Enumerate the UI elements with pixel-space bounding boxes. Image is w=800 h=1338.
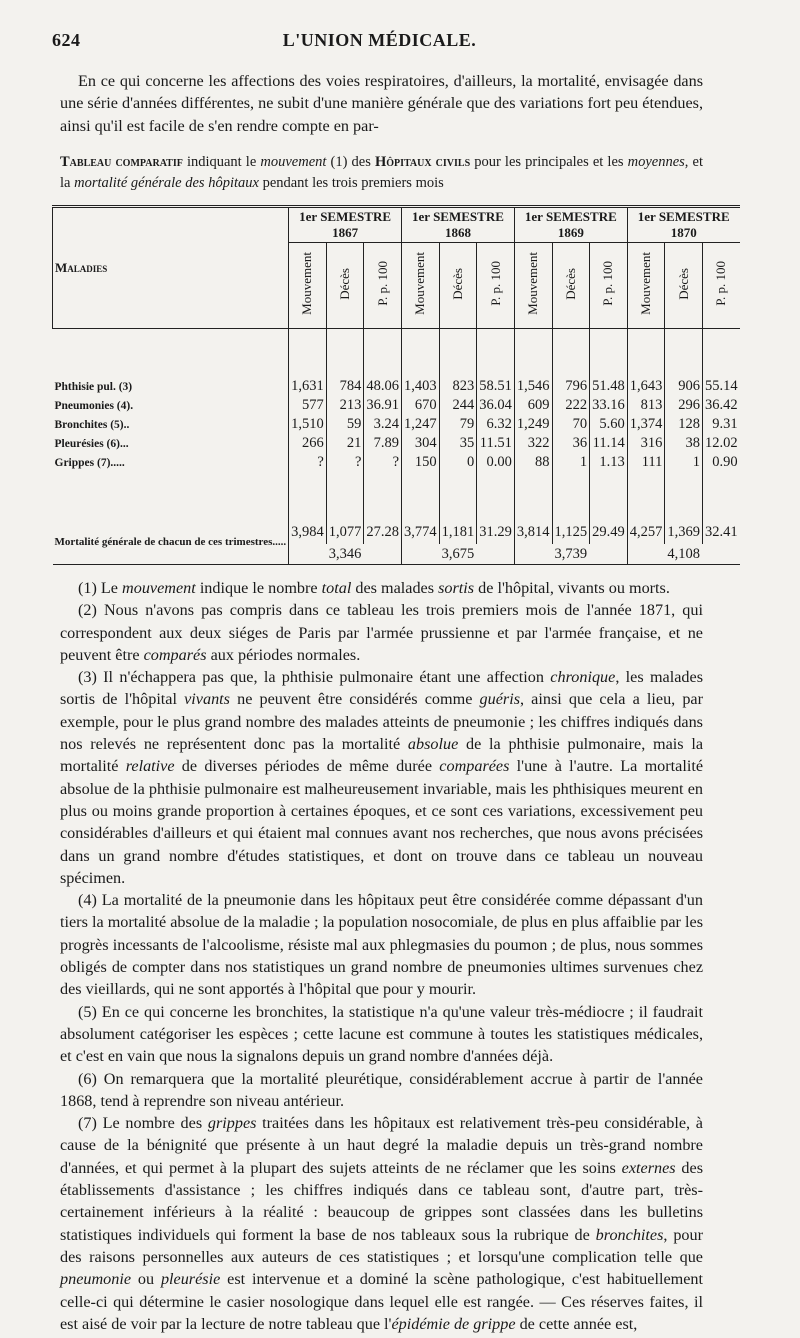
subcolumn-label: Mouvement [299,252,315,315]
table-cell: 36.91 [364,396,402,415]
footnote-text: , pour des raisons personnelles aux auteurs de ces statistiques ; et lorsqu'une complication telle que [60,1225,703,1266]
table-cell: 1,546 [514,377,552,396]
intro-text: En ce qui concerne les affections des voies respiratoires, d'ailleurs, la mortalité, envisagée dans une série d'années différentes, ne subit d'une manière générale que des variations fort peu étendues, ainsi qu'il est facile de s'en rendre compte en par- [60,72,703,135]
caption-lead: Tableau comparatif [60,154,183,170]
footnote-text: pleurésie [160,1270,221,1289]
subcolumn-header [665,243,703,329]
semester-header: 1er SEMESTRE 1869 [514,207,627,243]
total-cell: 3,984 [289,520,327,544]
table-cell: 36 [552,434,590,453]
table-cell: 36.42 [703,396,740,415]
journal-title: L'UNION MÉDICALE. [282,30,477,50]
subcolumn-label: P. p. 100 [487,261,503,306]
total-cell: 29.49 [590,520,628,544]
subcolumn-header [514,243,552,329]
table-cell: 1,510 [289,415,327,434]
table-cell: 244 [439,396,477,415]
footnote-text: (2) Nous n'avons pas compris dans ce tableau les trois premiers mois de l'année 1871, qui correspondent aux deux siéges de Paris par l'armée prussienne et par l'armée française, et ne peuvent être [60,601,703,664]
table-cell: 38 [665,434,703,453]
row-label: Bronchites (5).. [54,418,130,431]
table-cell: 609 [514,396,552,415]
footnote-text: comparées [439,757,510,776]
trimester-total: 3,675 [402,544,515,565]
footnote-text: est intervenue et a dominé la scène pathologique, c'est habituellement celle-ci qui détermine le casier nosologique dans lequel elle est rangée. — Ces réserves faites, il est aisé de voir par la lecture de notre tableau que l' [60,1270,703,1333]
table-cell: 296 [665,396,703,415]
table-cell: 906 [665,377,703,396]
subcolumn-header [364,243,402,329]
subcolumn-label: P. p. 100 [713,261,729,306]
table-row [53,415,740,434]
total-row [53,520,740,544]
subcolumn-header [590,243,628,329]
table-cell: ? [326,453,364,472]
subcolumn-header [477,243,515,329]
table-cell: 58.51 [477,377,515,396]
footnote-text: de la phthisie pulmonaire, mais la mortalité [60,735,704,776]
total-cell: 32.41 [703,520,740,544]
page-number: 624 [52,30,81,50]
subcolumn-header [402,243,440,329]
footnote-text: l'une à l'autre. La mortalité absolue de la phthisie pulmonaire est malheureusement invariable, mais les phthisiques meurent en plus ou moins grande proportion à certaines époques, et ce sont ces variations, excessivement peu considérables d'ailleurs et qui étaient mal connues avant nos recherches, que nous avons précisées dans un grand nombre d'études statistiques, et dont on trouve dans ce tableau un nouveau spécimen. [60,757,703,887]
table-cell: 322 [514,434,552,453]
semester-header-row [53,207,740,243]
footnote-text: (7) Le nombre des [78,1114,208,1133]
footnote [60,577,703,599]
table-cell: ? [289,453,327,472]
row-label: Phthisie pul. (3) [54,380,133,393]
table-cell: 0.90 [703,453,740,472]
row-label: Grippes (7)..... [54,456,125,469]
footnote [60,599,703,666]
table-cell: ? [364,453,402,472]
footnote-text: , ainsi que cela a lieu, par exemple, pour le plus grand nombre des malades atteints de pneumonie ; les chiffres indiqués dans nos relevés ne représentent donc pas la mortalité [60,690,704,754]
footnote [60,889,703,1000]
table-row [53,453,740,472]
semester-header: 1er SEMESTRE 1870 [627,207,739,243]
table-cell: 55.14 [703,377,740,396]
footnote-text: de cette année est, [515,1314,638,1333]
footnote-text: ou [131,1270,161,1289]
footnote-text: traitées dans les hôpitaux est relativement très-peu considérable, à cause de la bénignité que présente à un haut degré la maladie depuis un très-grand nombre d'années, et qui permet à la plupart des sujets atteints de ne réclamer que les soins [60,1114,703,1177]
total-label: Mortalité générale de chacun de ces trimestres..... [53,520,289,565]
caption-part: moyennes [627,154,685,170]
total-cell: 27.28 [364,520,402,544]
table-cell: 1,643 [627,377,665,396]
footnote-text: chronique [550,668,616,687]
table-cell: 0.00 [477,453,515,472]
subcolumn-label: P. p. 100 [374,261,390,306]
table-cell: 1.13 [590,453,628,472]
footnote-text: des malades [351,579,439,597]
table-cell: 222 [552,396,590,415]
table-cell: 111 [627,453,665,472]
table-cell: 21 [326,434,364,453]
subcolumn-header [703,243,740,329]
caption-part: indiquant le [182,154,261,170]
trimester-total: 3,739 [514,544,627,565]
subcolumn-label: Décès [562,267,578,300]
footnote-text: , les malades sortis de l'hôpital [60,668,703,709]
comparative-table [52,205,740,565]
table-cell: 316 [627,434,665,453]
subcolumn-label: Décès [449,267,465,300]
footnote-text: absolue [407,735,459,754]
row-label: Pneumonies (4). [54,399,134,412]
table-row [53,377,740,396]
footnote [60,666,703,889]
footnote [60,1112,703,1335]
table-cell: 1,403 [402,377,440,396]
table-cell: 128 [665,415,703,434]
table-cell: 150 [402,453,440,472]
table-cell: 1,249 [514,415,552,434]
footnote-text: de l'hôpital, vivants ou morts. [474,579,670,597]
total-cell: 1,125 [552,520,590,544]
spacer-row [53,329,740,378]
footnote-text: grippes [207,1114,257,1133]
caption-part: Hôpitaux civils [374,154,471,170]
table-cell: 266 [289,434,327,453]
subcolumn-header [439,243,477,329]
subcolumn-label: Mouvement [638,252,654,315]
table-cell: 670 [402,396,440,415]
table-cell: 577 [289,396,327,415]
running-head [52,30,707,57]
footnote-text: externes [621,1158,676,1177]
table-cell: 0 [439,453,477,472]
subcolumn-label: Décès [675,267,691,300]
total-cell: 3,814 [514,520,552,544]
table-cell: 1 [665,453,703,472]
maladies-header: Maladies [53,207,289,329]
caption-part: , et la [60,154,703,191]
subcolumn-header [326,243,364,329]
table-cell: 33.16 [590,396,628,415]
semester-header: 1er SEMESTRE 1868 [402,207,515,243]
footnote-text: bronchites [595,1225,664,1244]
footnote-text: aux périodes normales. [206,645,361,664]
footnote-text: épidémie de grippe [391,1314,516,1333]
table-cell: 70 [552,415,590,434]
footnote-text: (4) La mortalité de la pneumonie dans les hôpitaux peut être considérée comme dépassant d'un tiers la mortalité absolue de la maladie ; la population nosocomiale, de plus en plus affaiblie par les progrès incessants de l'alcoolisme, résiste mal aux phlegmasies du poumon ; de plus, nous sommes obligés de compter dans nos statistiques un grand nombre de pneumonies ultimes survenues chez des vieillards, qui ne sont apportés à l'hôpital que pour y mourir. [60,891,703,999]
table-cell: 213 [326,396,364,415]
table-cell: 88 [514,453,552,472]
table-cell: 12.02 [703,434,740,453]
total-cell: 3,774 [402,520,440,544]
total-cell: 1,077 [326,520,364,544]
subcolumn-header [552,243,590,329]
table-cell: 35 [439,434,477,453]
footnote [60,1001,703,1068]
footnote-text: guéris [479,690,520,709]
footnote-text: relative [125,757,175,776]
table-cell: 9.31 [703,415,740,434]
table-cell: 48.06 [364,377,402,396]
table-row [53,434,740,453]
caption-part: pendant les trois premiers mois [258,175,444,191]
table-cell: 11.51 [477,434,515,453]
footnote [60,1068,703,1113]
footnote-text: (3) Il n'échappera pas que, la phthisie pulmonaire étant une affection [78,668,551,687]
footnote-text: (6) On remarquera que la mortalité pleurétique, considérablement accrue à partir de l'année 1868, tend à reprendre son niveau antérieur. [60,1069,703,1110]
table-cell: 3.24 [364,415,402,434]
footnote-text: (1) Le [78,579,123,597]
trimester-total: 3,346 [289,544,402,565]
table-cell: 796 [552,377,590,396]
footnote-text: de diverses périodes de même durée [174,757,440,776]
subcolumn-header [289,243,327,329]
subcolumn-label: Décès [337,267,353,300]
table-cell: 79 [439,415,477,434]
footnote-text: ne peuvent être considérés comme [229,690,480,709]
table-row [53,396,740,415]
subcolumn-label: Mouvement [525,252,541,315]
footnote-text: sortis [438,579,475,597]
table-cell: 784 [326,377,364,396]
table-cell: 59 [326,415,364,434]
spacer-row [53,472,740,520]
footnote-text: des établissements d'assistance ; les chiffres indiqués dans ce tableau sont, d'autre part, très-certainement inférieurs à la réalité : beaucoup de grippes sont classées dans les bulletins statistiques individuels qui forment la base de nos tableaux sous la rubrique de [60,1158,703,1244]
total-cell: 4,257 [627,520,665,544]
total-cell: 31.29 [477,520,515,544]
table-cell: 11.14 [590,434,628,453]
semester-header: 1er SEMESTRE 1867 [289,207,402,243]
subcolumn-label: Mouvement [412,252,428,315]
footnote-text: total [321,579,352,597]
total-cell: 1,181 [439,520,477,544]
footnote-text: vivants [184,690,230,709]
row-label: Pleurésies (6)... [54,437,129,450]
total-cell: 1,369 [665,520,703,544]
table-cell: 6.32 [477,415,515,434]
table-caption [60,152,703,194]
table-cell: 304 [402,434,440,453]
trimester-total: 4,108 [627,544,739,565]
footnote-text: (5) En ce qui concerne les bronchites, la statistique n'a qu'une valeur très-médiocre ; il faudrait absolument catégoriser les espèces ; cette lacune est commune à toutes les statistiques médicales, et c'est en vain que nous la signalons depuis un grand nombre d'années déjà. [60,1002,703,1066]
footnotes [60,577,703,1335]
table-cell: 7.89 [364,434,402,453]
table-cell: 1,247 [402,415,440,434]
table-cell: 813 [627,396,665,415]
footnote-text: mouvement [122,579,196,597]
caption-part: pour les principales et les [470,154,628,170]
intro-paragraph [60,70,703,137]
table-cell: 1,631 [289,377,327,396]
table-cell: 51.48 [590,377,628,396]
table-cell: 823 [439,377,477,396]
caption-part: mouvement [260,154,327,170]
table-cell: 1 [552,453,590,472]
caption-part: mortalité générale des hôpitaux [74,175,259,191]
footnote-text: comparés [143,645,207,664]
caption-part: (1) des [326,154,375,170]
subcolumn-header [627,243,665,329]
table-cell: 1,374 [627,415,665,434]
footnote-text: pneumonie [60,1270,132,1289]
footnote-text: indique le nombre [195,579,322,597]
table-cell: 5.60 [590,415,628,434]
table-cell: 36.04 [477,396,515,415]
subcolumn-label: P. p. 100 [600,261,616,306]
